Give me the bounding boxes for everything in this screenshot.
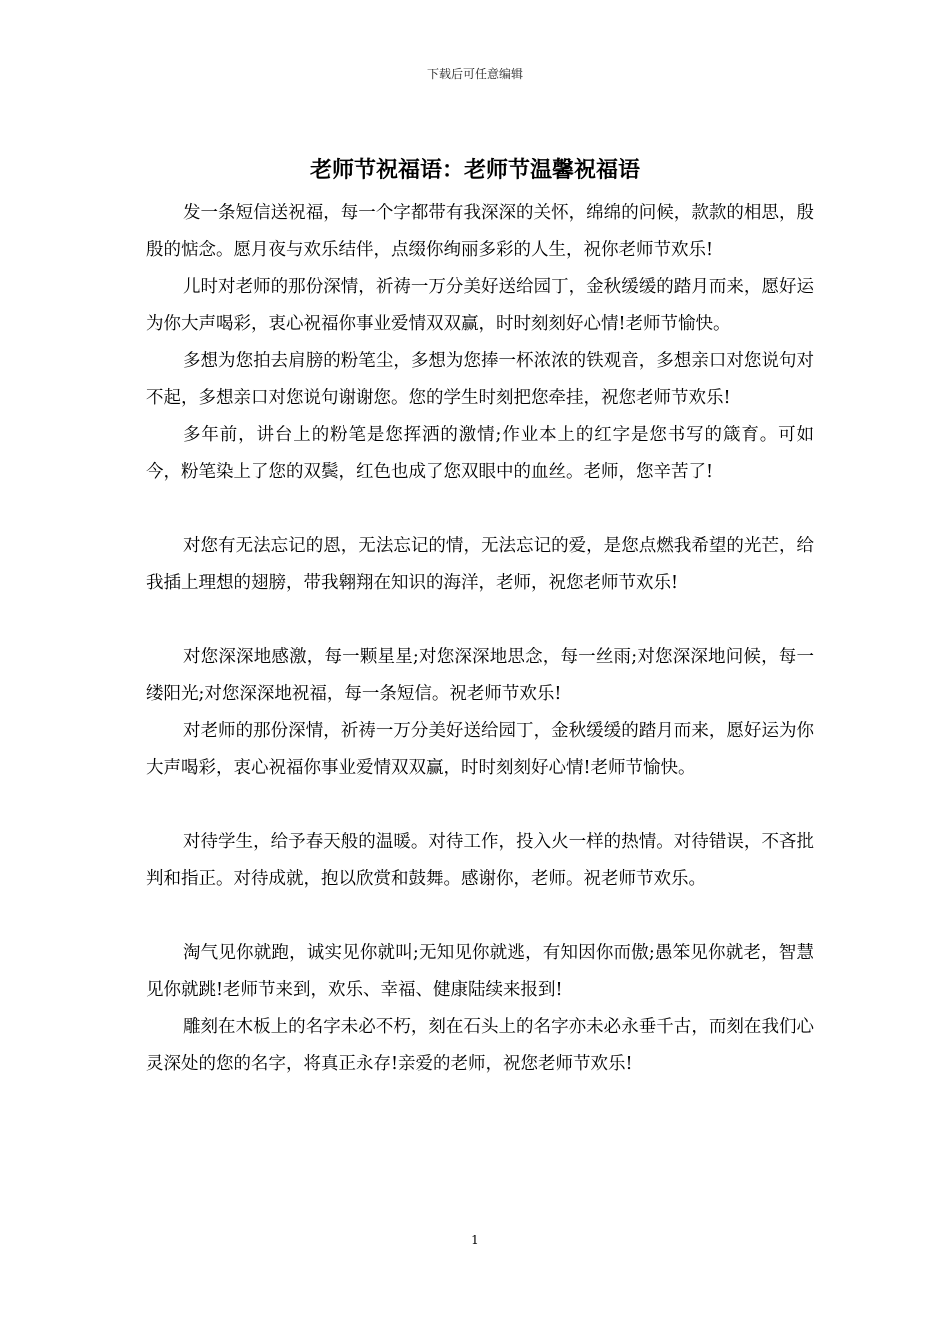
header-note: 下载后可任意编辑 <box>426 67 523 81</box>
paragraph-3: 多想为您拍去肩膀的粉笔尘，多想为您捧一杯浓浓的铁观音，多想亲口对您说句对不起，多想亲口对您说句谢谢您。您的学生时刻把您牵挂，祝您老师节欢乐! <box>146 351 814 408</box>
document-body <box>146 195 814 1083</box>
paragraph-1: 发一条短信送祝福，每一个字都带有我深深的关怀，绵绵的问候，款款的相思，殷殷的惦念。愿月夜与欢乐结伴，点缀你绚丽多彩的人生，祝你老师节欢乐! <box>146 203 814 260</box>
paragraph-4: 多年前，讲台上的粉笔是您挥洒的激情;作业本上的红字是您书写的箴育。可如今，粉笔染上了您的双鬓，红色也成了您双眼中的血丝。老师，您辛苦了! <box>146 425 814 482</box>
paragraph-2: 儿时对老师的那份深情，祈祷一万分美好送给园丁，金秋缓缓的踏月而来，愿好运为你大声喝彩，衷心祝福你事业爱情双双赢，时时刻刻好心情!老师节愉快。 <box>146 277 814 334</box>
paragraph-8: 对待学生，给予春天般的温暖。对待工作，投入火一样的热情。对待错误，不吝批判和指正。对待成就，抱以欣赏和鼓舞。感谢你，老师。祝老师节欢乐。 <box>146 832 814 889</box>
paragraph-5: 对您有无法忘记的恩，无法忘记的情，无法忘记的爱，是您点燃我希望的光芒，给我插上理想的翅膀，带我翱翔在知识的海洋，老师，祝您老师节欢乐! <box>146 536 814 593</box>
paragraph-10: 雕刻在木板上的名字未必不朽，刻在石头上的名字亦未必永垂千古，而刻在我们心灵深处的您的名字，将真正永存!亲爱的老师，祝您老师节欢乐! <box>146 1017 814 1074</box>
page-number: 1 <box>471 1233 479 1247</box>
paragraph-6: 对您深深地感激，每一颗星星;对您深深地思念，每一丝雨;对您深深地问候，每一缕阳光;对您深深地祝福，每一条短信。祝老师节欢乐! <box>146 647 814 704</box>
document-title: 老师节祝福语：老师节温馨祝福语 <box>309 157 640 183</box>
paragraph-9: 淘气见你就跑，诚实见你就叫;无知见你就逃，有知因你而傲;愚笨见你就老，智慧见你就跳!老师节来到，欢乐、幸福、健康陆续来报到! <box>146 943 814 1000</box>
paragraph-7: 对老师的那份深情，祈祷一万分美好送给园丁，金秋缓缓的踏月而来，愿好运为你大声喝彩，衷心祝福你事业爱情双双赢，时时刻刻好心情!老师节愉快。 <box>146 721 814 778</box>
